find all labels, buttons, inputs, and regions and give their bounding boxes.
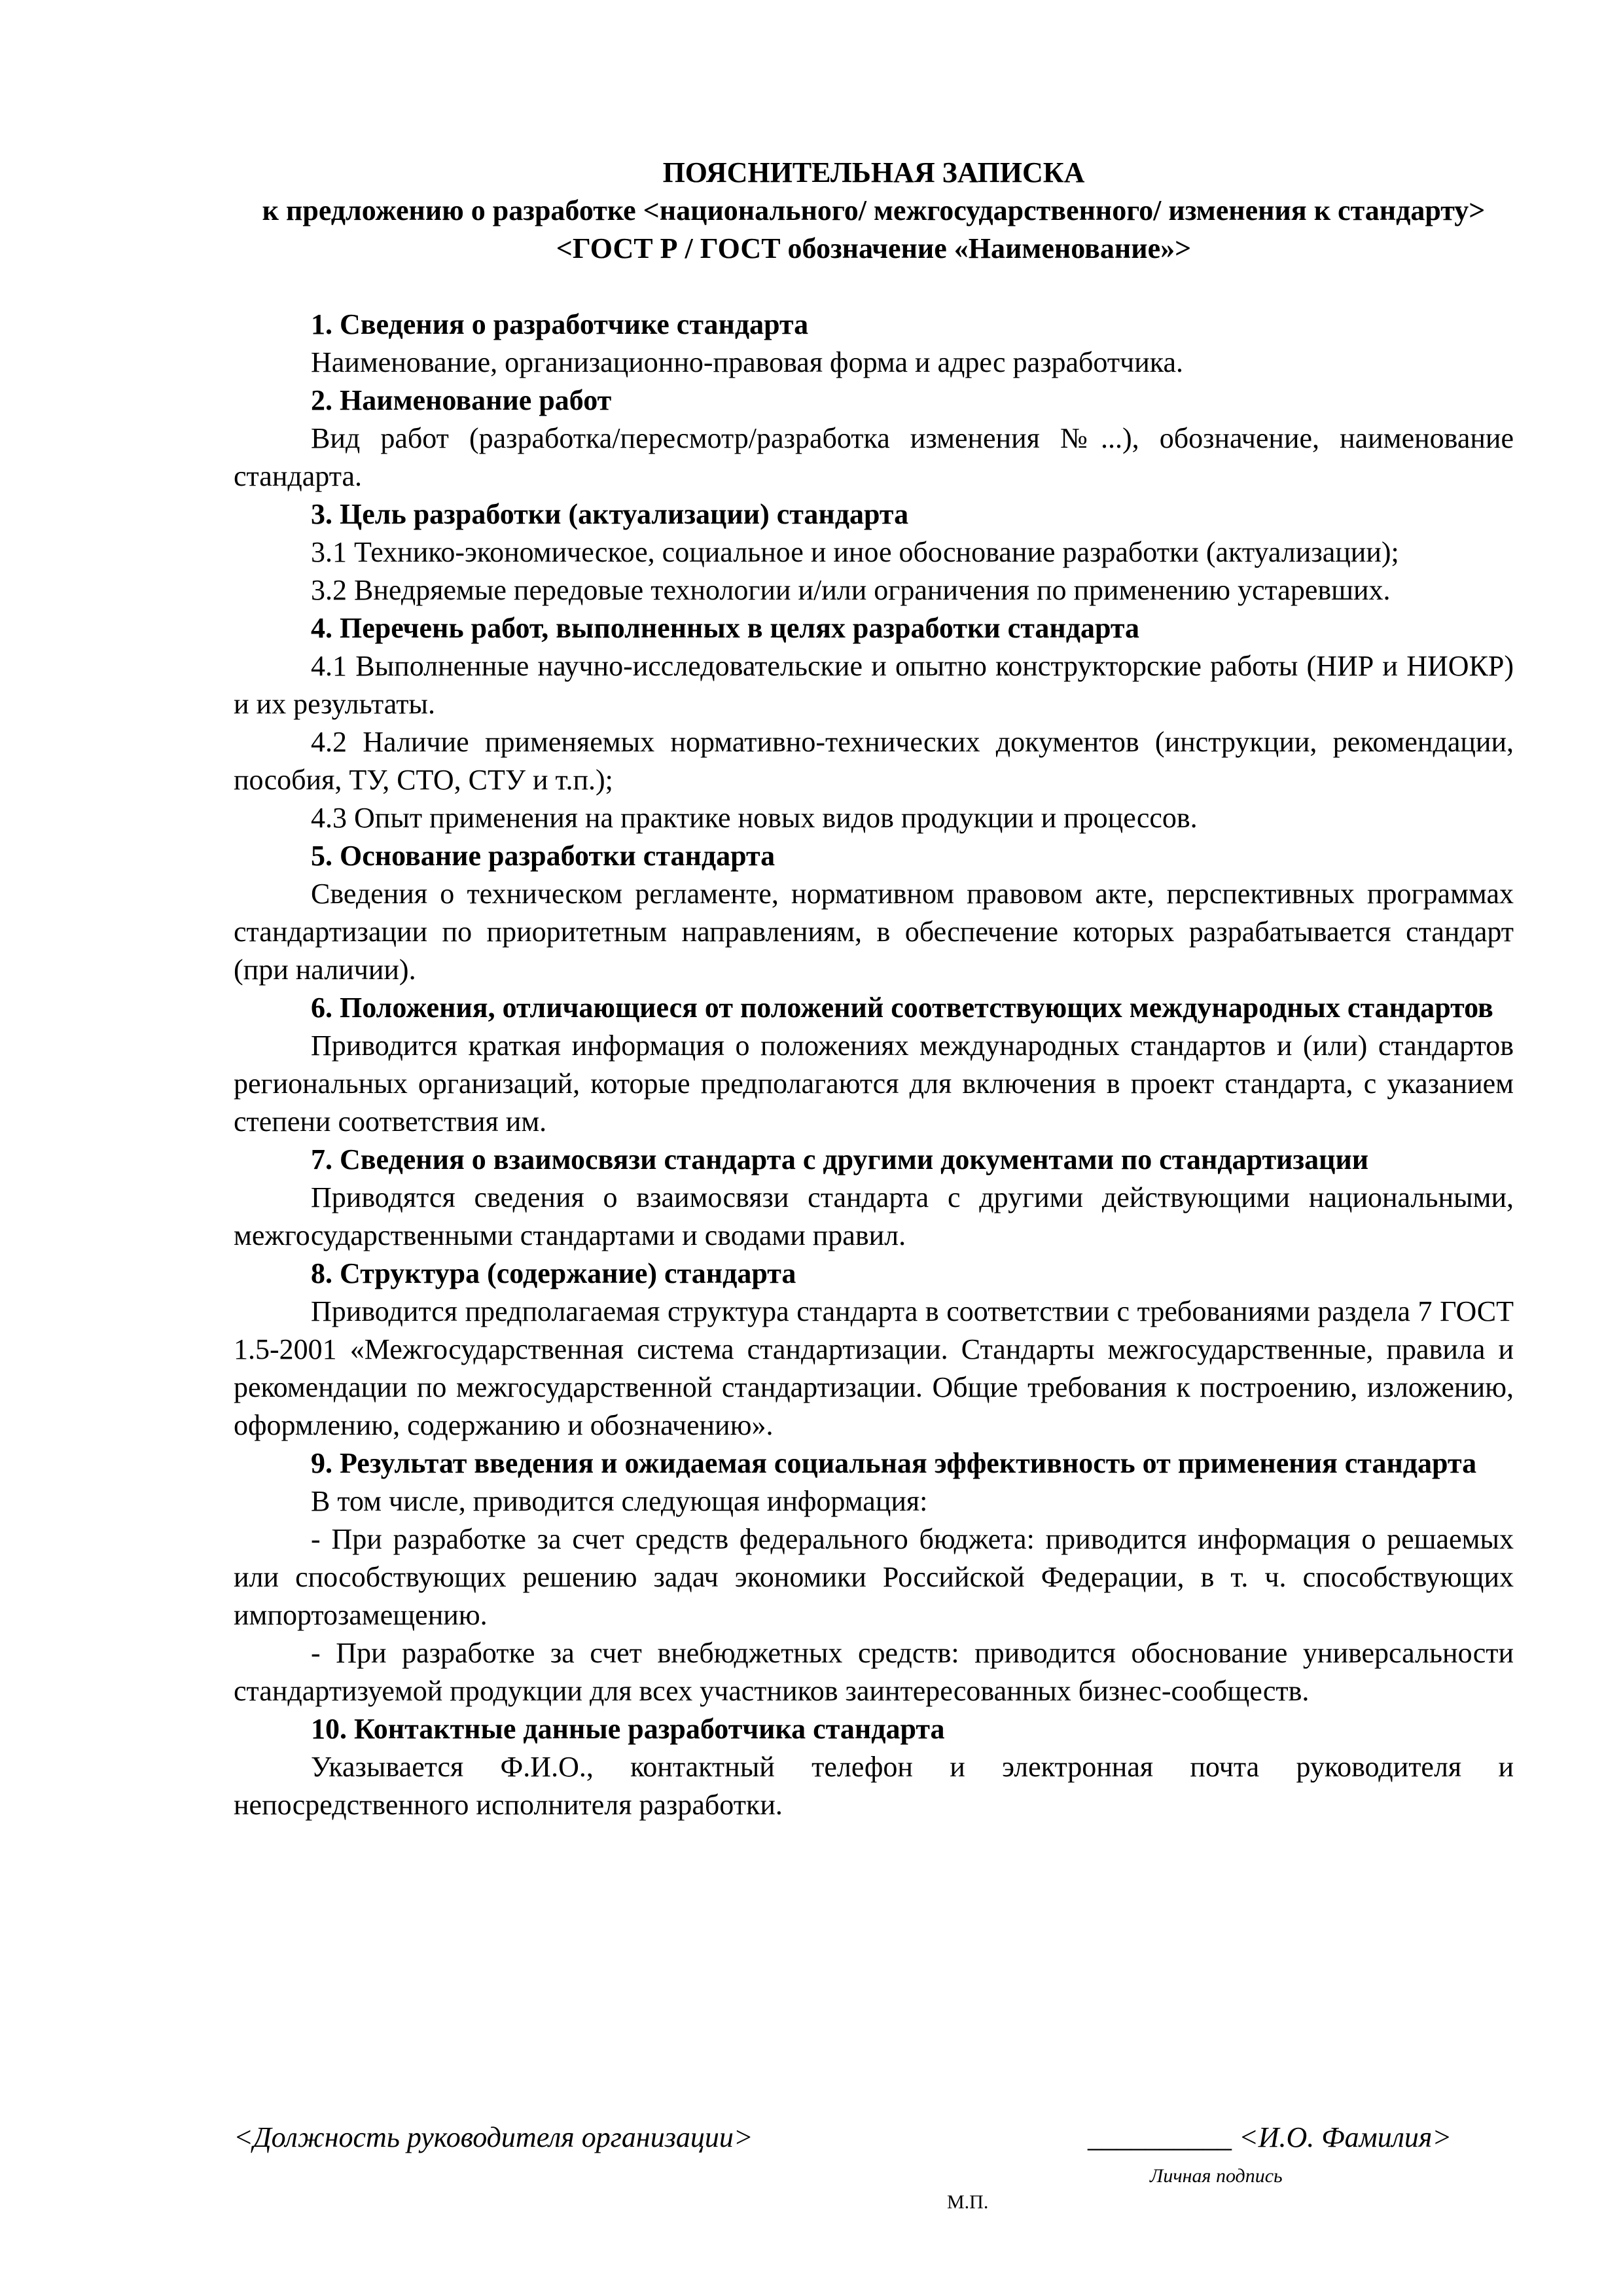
document-designation: <ГОСТ Р / ГОСТ обозначение «Наименование»>: [556, 232, 1192, 264]
section-heading: 8. Структура (содержание) стандарта: [311, 1257, 796, 1289]
section-heading: 2. Наименование работ: [311, 384, 612, 416]
section-paragraph: Наименование, организационно-правовая форма и адрес разработчика.: [311, 346, 1183, 378]
section-2: [234, 382, 1514, 495]
section-heading: 10. Контактные данные разработчика стандарта: [311, 1713, 945, 1745]
signature-line: __________ <И.О. Фамилия>: [1088, 2121, 1452, 2153]
section-heading: 7. Сведения о взаимосвязи стандарта с другими документами по стандартизации: [311, 1143, 1369, 1175]
section-paragraph: Приводится предполагаемая структура стандарта в соответствии с требованиями раздела 7 ГОСТ 1.5-2001 «Межгосударственная система стандартизации. Стандарты межгосударственные, правила и рекомендации по межгосударственной стандартизации. Общие требования к построению, изложению, оформлению, содержанию и обозначению».: [234, 1295, 1514, 1441]
section-paragraph: В том числе, приводится следующая информация:: [311, 1485, 928, 1517]
section-heading: 6. Положения, отличающиеся от положений соответствующих международных стандартов: [311, 992, 1493, 1024]
section-paragraph: - При разработке за счет средств федерального бюджета: приводится информация о решаемых или способствующих решению задач экономики Российской Федерации, в т. ч. способствующих импортозамещению.: [234, 1523, 1514, 1631]
document-body: [234, 154, 1514, 1824]
stamp-label: М.П.: [947, 2191, 989, 2213]
section-7: [234, 1141, 1514, 1255]
document-header: [234, 154, 1514, 268]
signature-block: [234, 2121, 1514, 2251]
section-3: [234, 495, 1514, 609]
section-heading: 3. Цель разработки (актуализации) стандарта: [311, 498, 909, 530]
section-4: [234, 609, 1514, 837]
section-paragraph: Вид работ (разработка/пересмотр/разработка изменения №...), обозначение, наименование стандарта.: [234, 422, 1514, 492]
section-10: [234, 1710, 1514, 1824]
section-heading: 9. Результат введения и ожидаемая социальная эффективность от применения стандарта: [311, 1447, 1477, 1479]
section-paragraph: 4.2 Наличие применяемых нормативно-технических документов (инструкции, рекомендации, пособия, ТУ, СТО, СТУ и т.п.);: [234, 726, 1514, 796]
section-6: [234, 989, 1514, 1141]
section-heading: 5. Основание разработки стандарта: [311, 840, 776, 872]
header-spacer: [234, 268, 1514, 306]
section-1: [234, 306, 1514, 382]
section-paragraph: Приводятся сведения о взаимосвязи стандарта с другими действующими национальными, межгосударственными стандартами и сводами правил.: [234, 1181, 1514, 1251]
section-5: [234, 837, 1514, 989]
section-9: [234, 1444, 1514, 1710]
section-paragraph: Сведения о техническом регламенте, нормативном правовом акте, перспективных программах стандартизации по приоритетным направлениям, в обеспечение которых разрабатывается стандарт (при наличии).: [234, 878, 1514, 986]
document-title: ПОЯСНИТЕЛЬНАЯ ЗАПИСКА: [662, 156, 1085, 188]
section-8: [234, 1255, 1514, 1444]
section-paragraph: Указывается Ф.И.О., контактный телефон и электронная почта руководителя и непосредственного исполнителя разработки.: [234, 1751, 1514, 1821]
document-subtitle: к предложению о разработке <национального/ межгосударственного/ изменения к стандарту>: [262, 194, 1486, 226]
section-paragraph: 4.3 Опыт применения на практике новых видов продукции и процессов.: [311, 802, 1198, 834]
section-paragraph: Приводится краткая информация о положениях международных стандартов и (или) стандартов региональных организаций, которые предполагаются для включения в проект стандарта, с указанием степени соответствия им.: [234, 1030, 1514, 1138]
section-paragraph: 3.1 Технико-экономическое, социальное и иное обоснование разработки (актуализации);: [311, 536, 1399, 568]
signature-position: <Должность руководителя организации>: [234, 2121, 753, 2153]
section-paragraph: - При разработке за счет внебюджетных средств: приводится обоснование универсальности стандартизуемой продукции для всех участников заинтересованных бизнес-сообществ.: [234, 1637, 1514, 1707]
section-heading: 1. Сведения о разработчике стандарта: [311, 308, 809, 340]
signature-caption: Личная подпись: [1150, 2165, 1283, 2187]
section-heading: 4. Перечень работ, выполненных в целях разработки стандарта: [311, 612, 1139, 644]
section-paragraph: 4.1 Выполненные научно-исследовательские и опытно конструкторские работы (НИР и НИОКР) и их результаты.: [234, 650, 1514, 720]
section-paragraph: 3.2 Внедряемые передовые технологии и/или ограничения по применению устаревших.: [311, 574, 1391, 606]
sections-list: [234, 306, 1514, 1824]
